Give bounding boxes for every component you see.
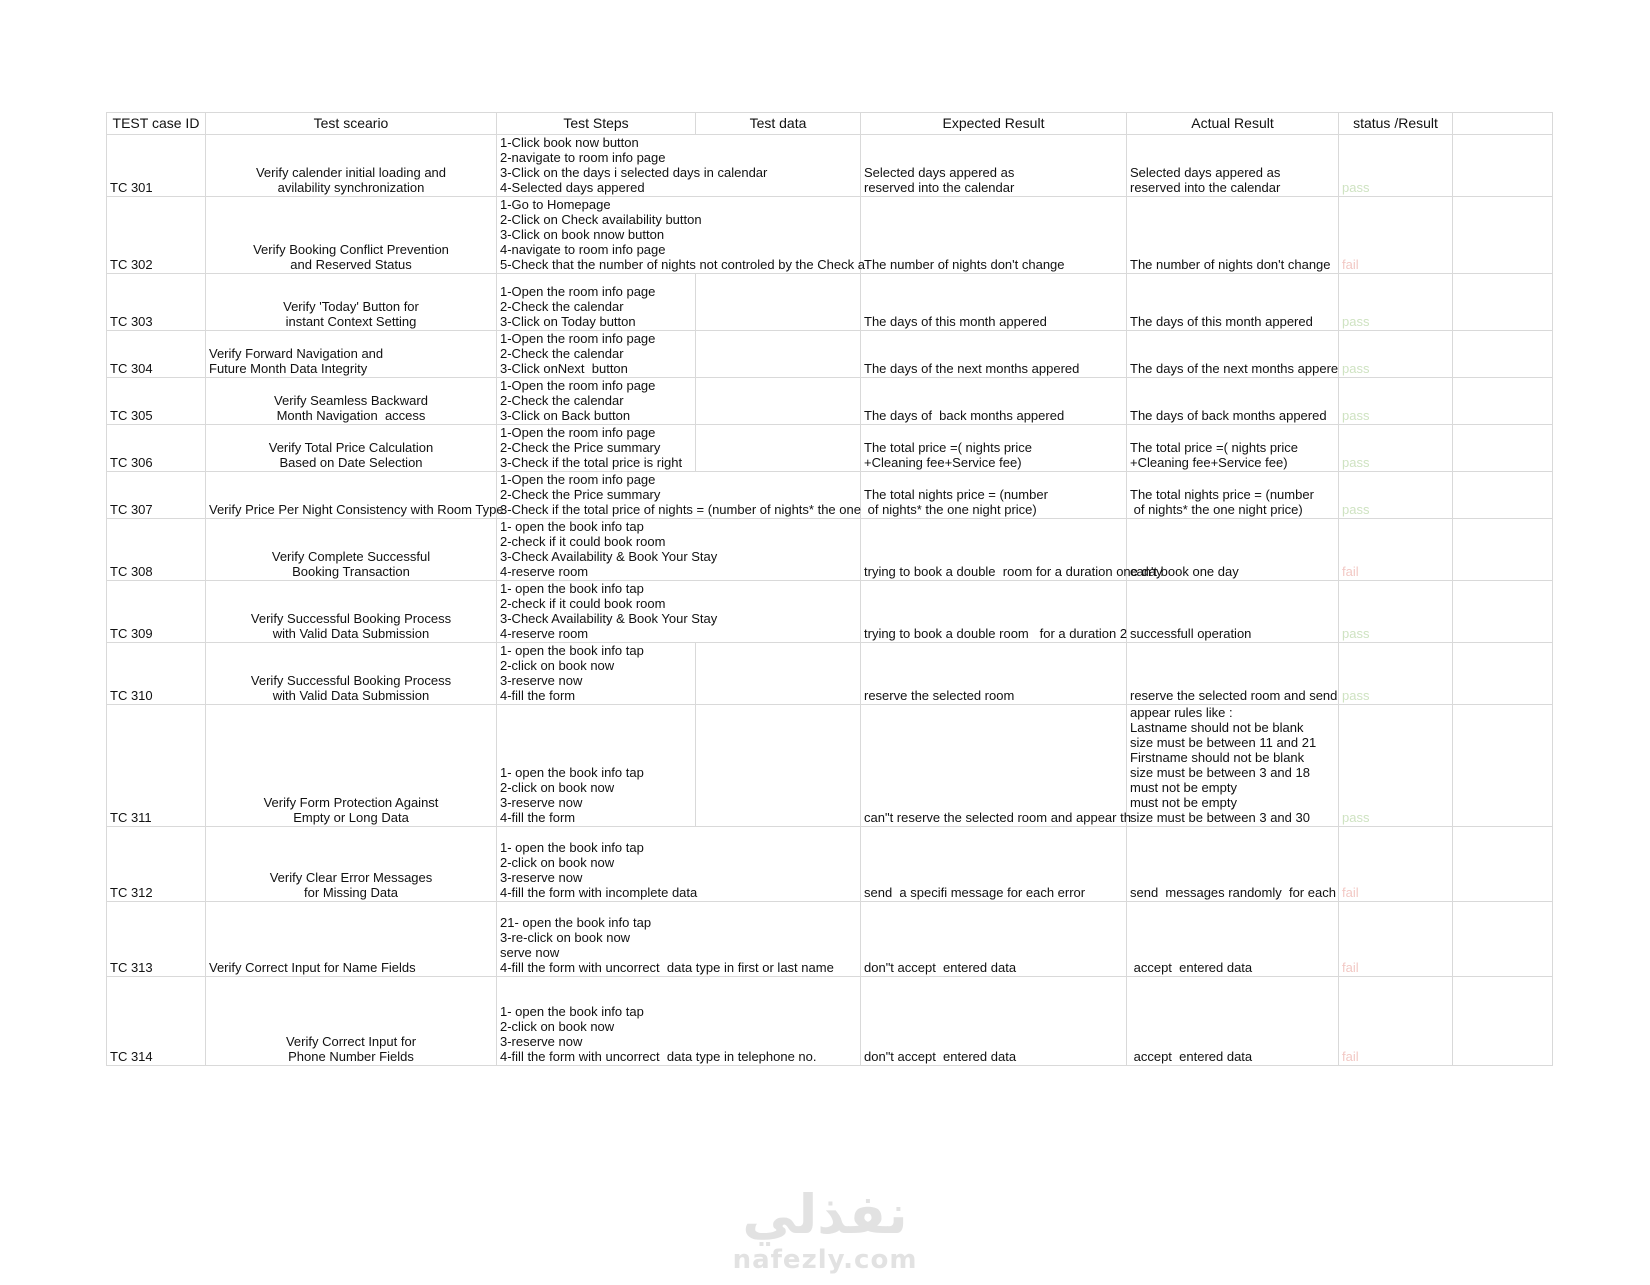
test-case-id: TC 313	[107, 902, 206, 977]
step-line: 3-reserve now	[500, 1034, 583, 1049]
expected-result	[861, 135, 1127, 197]
expected-result	[861, 581, 1127, 643]
table-row	[107, 519, 1553, 581]
empty-cell	[1453, 472, 1553, 519]
actual-result	[1127, 425, 1339, 472]
scenario-line: Based on Date Selection	[279, 455, 423, 470]
step-line: 2-click on book now	[500, 1019, 615, 1034]
step-line: 2-check if it could book room	[500, 534, 666, 549]
actual-result	[1127, 331, 1339, 378]
step-line: 3-Check Availability & Book Your Stay	[500, 549, 718, 564]
expected-result	[861, 643, 1127, 705]
expected-result	[861, 472, 1127, 519]
header-expected-result: Expected Result	[861, 113, 1127, 135]
scenario-line: Verify Successful Booking Process	[250, 611, 452, 626]
expected-result	[861, 902, 1127, 977]
test-case-id: TC 304	[107, 331, 206, 378]
test-scenario	[206, 705, 497, 827]
step-line: 2-Check the calendar	[500, 393, 624, 408]
actual-result	[1127, 274, 1339, 331]
actual-line: The days of the next months appere	[1130, 361, 1339, 376]
step-line: 2-Check the calendar	[500, 346, 624, 361]
expected-result	[861, 378, 1127, 425]
header-test-case-id: TEST case ID	[107, 113, 206, 135]
step-line: 3-reserve now	[500, 870, 583, 885]
empty-cell	[1453, 581, 1553, 643]
expected-line: don"t accept entered data	[864, 1049, 1017, 1064]
actual-line: Lastname should not be blank	[1130, 720, 1304, 735]
actual-line: successfull operation	[1130, 626, 1252, 641]
step-line: 3-Click onNext button	[500, 361, 628, 376]
scenario-line: Verify Booking Conflict Prevention	[253, 242, 449, 257]
table-row	[107, 378, 1553, 425]
expected-result	[861, 197, 1127, 274]
test-steps	[497, 827, 861, 902]
actual-line: The number of nights don't change	[1130, 257, 1331, 272]
test-scenario	[206, 581, 497, 643]
test-case-id: TC 305	[107, 378, 206, 425]
actual-line: reserved into the calendar	[1130, 180, 1281, 195]
actual-result	[1127, 378, 1339, 425]
header-row	[107, 113, 1553, 135]
actual-line: reserve the selected room and send	[1130, 688, 1338, 703]
test-case-id: TC 311	[107, 705, 206, 827]
step-line: 21- open the book info tap	[500, 915, 652, 930]
expected-line: reserve the selected room	[864, 688, 1015, 703]
step-line: 3-Check if the total price of nights = (number of nights* the one	[500, 502, 861, 517]
test-case-id: TC 307	[107, 472, 206, 519]
empty-cell	[1453, 331, 1553, 378]
empty-cell	[1453, 197, 1553, 274]
empty-cell	[1453, 902, 1553, 977]
expected-line: can"t reserve the selected room and appear th	[864, 810, 1131, 825]
actual-result	[1127, 197, 1339, 274]
scenario-line: Verify Clear Error Messages	[269, 870, 433, 885]
expected-line: +Cleaning fee+Service fee)	[864, 455, 1022, 470]
step-line: 3-Click on the days i selected days in calendar	[500, 165, 768, 180]
step-line: 1-Open the room info page	[500, 378, 656, 393]
step-line: 2-Check the calendar	[500, 299, 624, 314]
step-line: 4-reserve room	[500, 564, 589, 579]
table-row	[107, 705, 1553, 827]
test-case-id: TC 314	[107, 977, 206, 1066]
test-case-table	[106, 112, 1553, 1066]
test-steps	[497, 425, 696, 472]
scenario-line: Verify Complete Successful	[271, 549, 431, 564]
scenario-line: Verify Successful Booking Process	[250, 673, 452, 688]
actual-line: The days of back months appered	[1130, 408, 1327, 423]
expected-line: Selected days appered as	[864, 165, 1015, 180]
test-steps	[497, 472, 861, 519]
scenario-line: avilability synchronization	[277, 180, 425, 195]
step-line: 4-fill the form with uncorrect data type in first or last name	[500, 960, 834, 975]
test-data	[696, 705, 861, 827]
test-steps	[497, 581, 861, 643]
test-case-id: TC 306	[107, 425, 206, 472]
scenario-line: Verify 'Today' Button for	[283, 299, 419, 314]
test-steps	[497, 902, 861, 977]
expected-line: trying to book a double room for a duration 2	[864, 626, 1128, 641]
step-line: 4-fill the form with uncorrect data type in telephone no.	[500, 1049, 817, 1064]
scenario-line: Verify Total Price Calculation	[268, 440, 434, 455]
nafezly-watermark-logo	[720, 1185, 930, 1285]
expected-result	[861, 977, 1127, 1066]
actual-line: +Cleaning fee+Service fee)	[1130, 455, 1288, 470]
step-line: 1-Click book now button	[500, 135, 639, 150]
empty-cell	[1453, 519, 1553, 581]
test-data	[696, 331, 861, 378]
step-line: 1- open the book info tap	[500, 840, 644, 855]
scenario-line: instant Context Setting	[285, 314, 417, 329]
header-empty	[1453, 113, 1553, 135]
table-row	[107, 581, 1553, 643]
expected-line: The number of nights don't change	[864, 257, 1065, 272]
test-scenario	[206, 519, 497, 581]
test-data	[696, 378, 861, 425]
header-actual-result: Actual Result	[1127, 113, 1339, 135]
scenario-line: Verify Price Per Night Consistency with Room Type	[209, 502, 504, 517]
test-steps	[497, 331, 696, 378]
step-line: 1- open the book info tap	[500, 643, 644, 658]
actual-line: accept entered data	[1130, 960, 1253, 975]
scenario-line: with Valid Data Submission	[272, 626, 430, 641]
expected-line: don"t accept entered data	[864, 960, 1017, 975]
actual-result	[1127, 977, 1339, 1066]
scenario-line: Month Navigation access	[276, 408, 426, 423]
test-scenario	[206, 827, 497, 902]
step-line: 2-check if it could book room	[500, 596, 666, 611]
table-row	[107, 135, 1553, 197]
scenario-line: Verify Form Protection Against	[263, 795, 439, 810]
step-line: 4-navigate to room info page	[500, 242, 666, 257]
actual-result	[1127, 827, 1339, 902]
expected-result	[861, 274, 1127, 331]
actual-line: size must be between 3 and 18	[1130, 765, 1310, 780]
step-line: 4-Selected days appered	[500, 180, 645, 195]
status-result: fail	[1339, 977, 1453, 1066]
step-line: 3-Click on Today button	[500, 314, 636, 329]
expected-line: The total price =( nights price	[864, 440, 1032, 455]
header-test-data: Test data	[696, 113, 861, 135]
expected-line: The days of the next months appered	[864, 361, 1080, 376]
actual-line: must not be empty	[1130, 780, 1237, 795]
test-scenario	[206, 378, 497, 425]
test-steps	[497, 705, 696, 827]
empty-cell	[1453, 827, 1553, 902]
empty-cell	[1453, 135, 1553, 197]
scenario-line: Verify calender initial loading and	[255, 165, 447, 180]
status-result: pass	[1339, 581, 1453, 643]
expected-line: of nights* the one night price)	[864, 502, 1037, 517]
scenario-line: for Missing Data	[304, 885, 398, 900]
test-steps	[497, 519, 861, 581]
actual-line: must not be empty	[1130, 795, 1237, 810]
actual-line: The total nights price = (number	[1130, 487, 1314, 502]
step-line: 1-Open the room info page	[500, 472, 656, 487]
step-line: 1-Open the room info page	[500, 284, 656, 299]
table-row	[107, 331, 1553, 378]
status-result: pass	[1339, 135, 1453, 197]
scenario-line: and Reserved Status	[290, 257, 412, 272]
expected-result	[861, 705, 1131, 827]
step-line: 3-Check if the total price is right	[500, 455, 683, 470]
expected-line: trying to book a double room for a duration one day	[864, 564, 1163, 579]
actual-line: accept entered data	[1130, 1049, 1253, 1064]
scenario-line: Verify Correct Input for Name Fields	[209, 960, 416, 975]
step-line: 3-Click on Back button	[500, 408, 631, 423]
table-body	[107, 135, 1553, 1066]
scenario-line: Verify Correct Input for	[285, 1034, 417, 1049]
header-test-scenario: Test sceario	[206, 113, 497, 135]
step-line: serve now	[500, 945, 560, 960]
step-line: 2-Check the Price summary	[500, 487, 661, 502]
status-result: pass	[1339, 425, 1453, 472]
test-case-id: TC 301	[107, 135, 206, 197]
status-result: fail	[1339, 827, 1453, 902]
step-line: 1- open the book info tap	[500, 765, 644, 780]
expected-line: send a specifi message for each error	[864, 885, 1086, 900]
step-line: 1-Open the room info page	[500, 331, 656, 346]
step-line: 2-Check the Price summary	[500, 440, 661, 455]
scenario-line: Booking Transaction	[292, 564, 410, 579]
header-test-steps: Test Steps	[497, 113, 696, 135]
table-row	[107, 425, 1553, 472]
status-result: fail	[1339, 197, 1453, 274]
actual-result	[1127, 519, 1339, 581]
step-line: 1- open the book info tap	[500, 519, 644, 534]
test-steps	[497, 274, 696, 331]
status-result: fail	[1339, 519, 1453, 581]
scenario-line: Verify Seamless Backward	[274, 393, 428, 408]
actual-line: send messages randomly for each	[1130, 885, 1336, 900]
actual-line: The days of this month appered	[1130, 314, 1313, 329]
status-result: fail	[1339, 902, 1453, 977]
status-result: pass	[1339, 274, 1453, 331]
step-line: 4-reserve room	[500, 626, 589, 641]
test-scenario	[206, 472, 504, 519]
step-line: 3-re-click on book now	[500, 930, 631, 945]
table-row	[107, 977, 1553, 1066]
test-steps	[497, 378, 696, 425]
test-data	[696, 643, 861, 705]
scenario-line: with Valid Data Submission	[272, 688, 430, 703]
table-row	[107, 274, 1553, 331]
actual-line: appear rules like :	[1130, 705, 1233, 720]
step-line: 1-Go to Homepage	[500, 197, 611, 212]
step-line: 2-navigate to room info page	[500, 150, 666, 165]
step-line: 1- open the book info tap	[500, 581, 644, 596]
test-case-id: TC 303	[107, 274, 206, 331]
status-result: pass	[1339, 643, 1453, 705]
scenario-line: Future Month Data Integrity	[209, 361, 368, 376]
status-result: pass	[1339, 472, 1453, 519]
step-line: 5-Check that the number of nights not controled by the Check a	[500, 257, 865, 272]
actual-result	[1127, 472, 1339, 519]
test-scenario	[206, 135, 497, 197]
step-line: 1-Open the room info page	[500, 425, 656, 440]
expected-result	[861, 331, 1127, 378]
actual-line: can't book one day	[1130, 564, 1239, 579]
actual-line: Selected days appered as	[1130, 165, 1281, 180]
test-steps	[497, 197, 865, 274]
watermark-arabic: نفذلي	[742, 1183, 908, 1246]
test-data	[696, 274, 861, 331]
scenario-line: Empty or Long Data	[293, 810, 409, 825]
step-line: 4-fill the form with incomplete data	[500, 885, 698, 900]
expected-line: The days of this month appered	[864, 314, 1047, 329]
expected-result	[861, 425, 1127, 472]
status-result: pass	[1339, 378, 1453, 425]
scenario-line: Verify Forward Navigation and	[209, 346, 384, 361]
test-case-id: TC 302	[107, 197, 206, 274]
test-scenario	[206, 274, 497, 331]
step-line: 3-Check Availability & Book Your Stay	[500, 611, 718, 626]
empty-cell	[1453, 977, 1553, 1066]
table-row	[107, 827, 1553, 902]
step-line: 3-reserve now	[500, 795, 583, 810]
test-scenario	[206, 331, 497, 378]
test-steps	[497, 977, 861, 1066]
test-data	[696, 425, 861, 472]
expected-result	[861, 519, 1163, 581]
actual-line: size must be between 11 and 21	[1130, 735, 1317, 750]
step-line: 2-click on book now	[500, 658, 615, 673]
step-line: 2-Click on Check availability button	[500, 212, 702, 227]
test-scenario	[206, 197, 497, 274]
test-case-id: TC 309	[107, 581, 206, 643]
scenario-line: Phone Number Fields	[288, 1049, 414, 1064]
actual-line: Firstname should not be blank	[1130, 750, 1305, 765]
step-line: 2-click on book now	[500, 855, 615, 870]
expected-result	[861, 827, 1127, 902]
step-line: 1- open the book info tap	[500, 1004, 644, 1019]
table-row	[107, 902, 1553, 977]
empty-cell	[1453, 425, 1553, 472]
actual-line: size must be between 3 and 30	[1130, 810, 1310, 825]
step-line: 3-reserve now	[500, 673, 583, 688]
test-scenario	[206, 425, 497, 472]
expected-line: The total nights price = (number	[864, 487, 1048, 502]
expected-line: reserved into the calendar	[864, 180, 1015, 195]
actual-line: The total price =( nights price	[1130, 440, 1298, 455]
table-row	[107, 197, 1553, 274]
test-scenario	[206, 902, 497, 977]
status-result: pass	[1339, 705, 1453, 827]
table-row	[107, 643, 1553, 705]
test-case-id: TC 312	[107, 827, 206, 902]
empty-cell	[1453, 378, 1553, 425]
test-steps	[497, 135, 861, 197]
actual-line: of nights* the one night price)	[1130, 502, 1303, 517]
step-line: 2-click on book now	[500, 780, 615, 795]
actual-result	[1127, 902, 1339, 977]
test-case-id: TC 308	[107, 519, 206, 581]
actual-result	[1127, 643, 1339, 705]
watermark-latin: nafezly.com	[732, 1245, 918, 1275]
test-scenario	[206, 643, 497, 705]
actual-result	[1127, 135, 1339, 197]
actual-result	[1127, 581, 1339, 643]
status-result: pass	[1339, 331, 1453, 378]
test-case-id: TC 310	[107, 643, 206, 705]
step-line: 4-fill the form	[500, 688, 576, 703]
step-line: 3-Click on book nnow button	[500, 227, 665, 242]
empty-cell	[1453, 643, 1553, 705]
actual-result	[1127, 705, 1339, 827]
test-scenario	[206, 977, 497, 1066]
header-status-result: status /Result	[1339, 113, 1453, 135]
empty-cell	[1453, 705, 1553, 827]
step-line: 4-fill the form	[500, 810, 576, 825]
expected-line: The days of back months appered	[864, 408, 1065, 423]
empty-cell	[1453, 274, 1553, 331]
test-steps	[497, 643, 696, 705]
table-row	[107, 472, 1553, 519]
